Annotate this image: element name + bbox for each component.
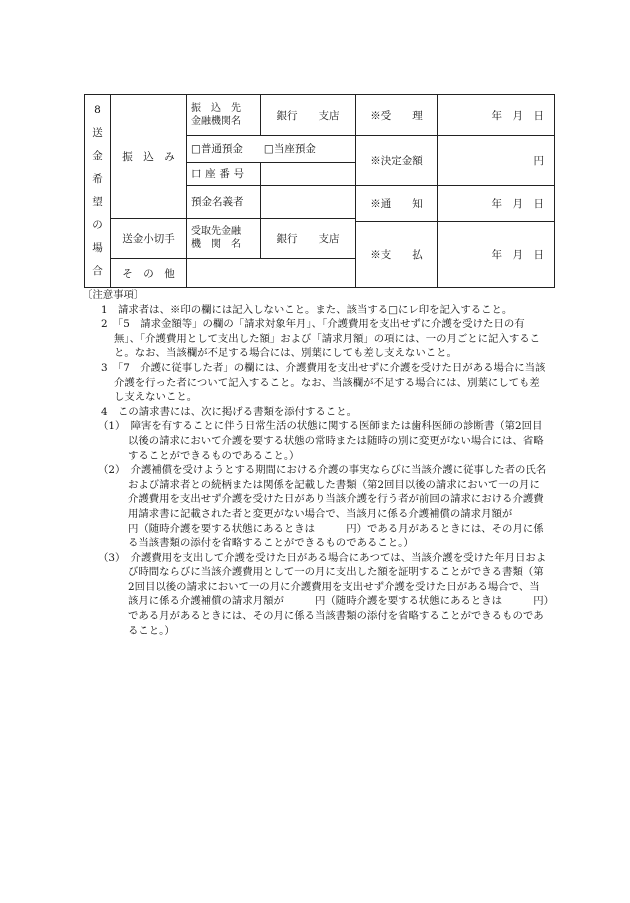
- section-char: 希: [92, 173, 103, 185]
- account-holder-label: 預金名義者: [187, 185, 261, 218]
- section-char: 望: [92, 196, 103, 208]
- remittance-table: [84, 94, 555, 288]
- note-sub-3: （3） 介護費用を支出して介護を受けた日がある場合にあつては、当該介護を受けた年月日および時間ならびに当該介護費用として一の月に支出した額を証明することができる書類（第2回目以後の請求において一の月に介護費用を支出せず介護を受けた日がある場合で、当該月に係る介護補償の請求月額が 円（随時介護を要する状態にあるときは 円）である月があるときには、その月に係る当該書類の添付を省略することができるものであること。）: [98, 551, 549, 637]
- section-char: 送: [92, 127, 103, 139]
- bank-branch-field[interactable]: 銀行 支店: [261, 95, 356, 136]
- notice-label: ※通 知: [356, 185, 438, 222]
- decision-amount-label: ※決定金額: [356, 136, 438, 186]
- check-bank-field[interactable]: 銀行 支店: [261, 218, 356, 259]
- section-char: 場: [92, 242, 103, 254]
- check-bank-label: 受取先金融 機 関 名: [187, 218, 261, 259]
- account-number-field[interactable]: [261, 162, 356, 185]
- section-char: の: [92, 219, 103, 231]
- note-sub-2: （2） 介護補償を受けようとする期間における介護の事実ならびに当該介護に従事した者の氏名および請求者との続柄または関係を記載した書類（第2回目以後の請求において一の月に介護費用を支出せず介護を受けた日があり当該介護を行う者が前回の請求における介護費用請求書に記載された者と変更がない場合で、当該月に係る介護補償の請求月額が 円（随時介護を要する状態にあるときは 円）である月があるときには、その月に係る当該書類の添付を省略することができるものであること。）: [98, 464, 547, 550]
- note-sub-1: （1） 障害を有することに伴う日常生活の状態に関する医師または歯科医師の診断書（第2回目以後の請求において介護を要する状態の常時または随時の別に変更がない場合には、省略することができるものであること。）: [98, 420, 544, 462]
- notes-heading: 〔注意事項〕: [82, 289, 145, 301]
- bank-name-label: 振 込 先 金融機関名: [187, 95, 261, 136]
- section-char: 合: [92, 265, 103, 277]
- section-number: 8: [94, 104, 101, 116]
- note-item-2: 2 「5 請求金額等」の欄の「請求対象年月」、「介護費用を支出せずに介護を受けた日の有無」、「介護費用として支出した額」および「請求月額」の項には、一の月ごとに記入すること。なお、当該欄が不足する場合には、別葉にしても差し支えないこと。: [101, 318, 541, 360]
- payment-date-field[interactable]: 年 月 日: [438, 222, 555, 288]
- receipt-label: ※受 理: [356, 95, 438, 136]
- account-type-checkboxes[interactable]: □普通預金 □当座預金: [187, 136, 356, 163]
- payment-label: ※支 払: [356, 222, 438, 288]
- decision-amount-field[interactable]: 円: [438, 136, 555, 186]
- account-number-label: 口座番号: [187, 162, 261, 185]
- furikomi-label: 振 込 み: [111, 95, 187, 219]
- section-8-label: [85, 95, 111, 288]
- note-item-1: 1 請求者は、※印の欄には記入しないこと。また、該当する□にレ印を記入すること。: [101, 303, 513, 316]
- notes-section: [84, 288, 550, 638]
- account-holder-field[interactable]: [261, 185, 356, 218]
- receipt-date-field[interactable]: 年 月 日: [438, 95, 555, 136]
- check-label: 送金小切手: [111, 218, 187, 259]
- other-label: そ の 他: [111, 259, 187, 288]
- notice-date-field[interactable]: 年 月 日: [438, 185, 555, 222]
- other-field[interactable]: [187, 259, 356, 288]
- note-item-3: 3 「7 介護に従事した者」の欄には、介護費用を支出せずに介護を受けた日がある場合に当該介護を行った者について記入すること。なお、当該欄が不足する場合には、別葉にしても差し支えないこと。: [101, 361, 546, 404]
- note-item-4: 4 この請求書には、次に掲げる書類を添付すること。: [101, 405, 357, 418]
- section-char: 金: [92, 150, 103, 162]
